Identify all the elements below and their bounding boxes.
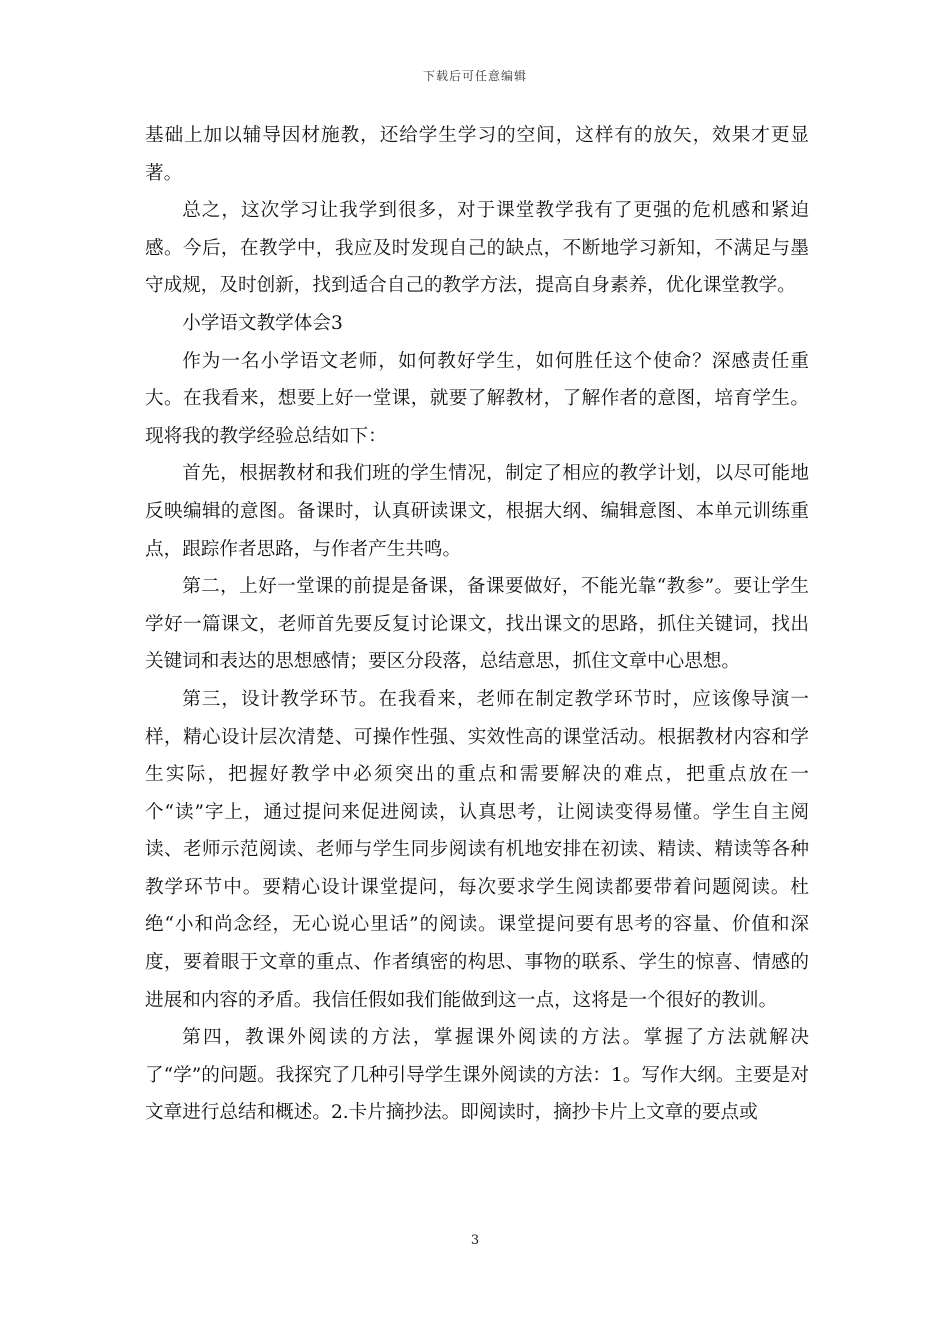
paragraph-third-point: 第三，设计教学环节。在我看来，老师在制定教学环节时，应该像导演一样，精心设计层次清楚、可操作性强、实效性高的课堂活动。根据教材内容和学生实际，把握好教学中必须突出的重点和需要解决的难点，把重点放在一个“读”字上，通过提问来促进阅读，认真思考，让阅读变得易懂。学生自主阅读、老师示范阅读、老师与学生同步阅读有机地安排在初读、精读、精读等各种教学环节中。要精心设计课堂提问，每次要求学生阅读都要带着问题阅读。杜绝“小和尚念经，无心说心里话”的阅读。课堂提问要有思考的容量、价值和深度，要着眼于文章的重点、作者缜密的构思、事物的联系、学生的惊喜、情感的进展和内容的矛盾。我信任假如我们能做到这一点，这将是一个很好的教训。 — [145, 688, 809, 1011]
paragraph-summary: 总之，这次学习让我学到很多，对于课堂教学我有了更强的危机感和紧迫感。今后，在教学中，我应及时发现自己的缺点，不断地学习新知，不满足与墨守成规，及时创新，找到适合自己的教学方法，提高自身素养，优化课堂教学。 — [145, 200, 809, 297]
page-header: 下载后可任意编辑 — [422, 69, 527, 83]
paragraph-fourth-point: 第四，教课外阅读的方法，掌握课外阅读的方法。掌握了方法就解决了“学”的问题。我探究了几种引导学生课外阅读的方法：1。写作大纲。主要是对文章进行总结和概述。2.卡片摘抄法。即阅读时，摘抄卡片上文章的要点或 — [145, 1027, 809, 1124]
paragraph-intro: 作为一名小学语文老师，如何教好学生，如何胜任这个使命？深感责任重大。在我看来，想要上好一堂课，就要了解教材，了解作者的意图，培育学生。现将我的教学经验总结如下： — [145, 350, 809, 447]
paragraph-second-point: 第二，上好一堂课的前提是备课，备课要做好，不能光靠“教参”。要让学生学好一篇课文，老师首先要反复讨论课文，找出课文的思路，抓住关键词，找出关键词和表达的思想感情；要区分段落，总结意思，抓住文章中心思想。 — [145, 576, 809, 673]
document-body — [145, 117, 809, 1132]
paragraph-first-point: 首先，根据教材和我们班的学生情况，制定了相应的教学计划，以尽可能地反映编辑的意图。备课时，认真研读课文，根据大纲、编辑意图、本单元训练重点，跟踪作者思路，与作者产生共鸣。 — [145, 463, 809, 560]
section-heading: 小学语文教学体会3 — [182, 312, 343, 334]
paragraph-continued: 基础上加以辅导因材施教，还给学生学习的空间，这样有的放矢，效果才更显著。 — [145, 125, 809, 184]
page-number: 3 — [470, 1233, 480, 1248]
